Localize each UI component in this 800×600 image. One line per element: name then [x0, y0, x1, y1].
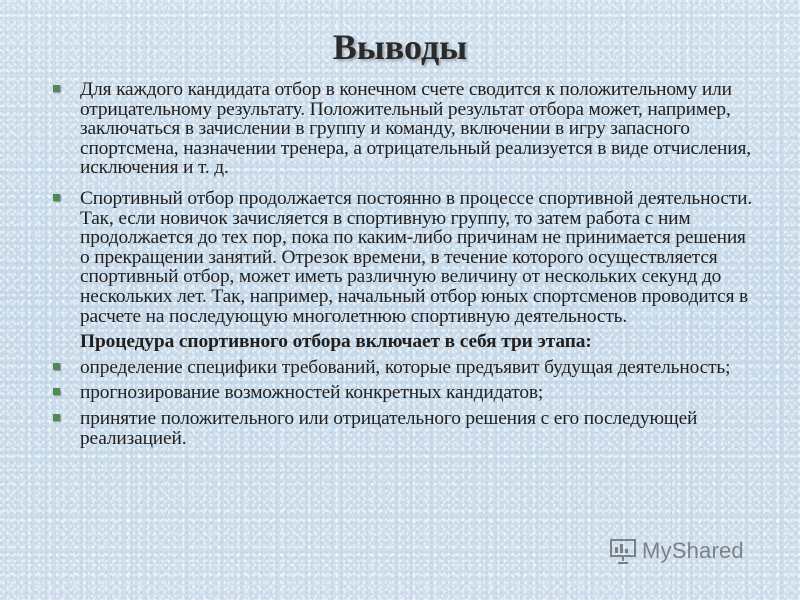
stage-text: определение специфики требований, которые предъявит будущая деятельность;	[80, 356, 731, 378]
stage-item	[48, 409, 754, 448]
stage-item	[48, 383, 754, 403]
bullet-square-icon	[48, 189, 80, 209]
slide-body	[48, 80, 754, 448]
bullet-text: Для каждого кандидата отбор в конечном счете сводится к положительному или отрицательному результату. Положительный результат отбора может, например, заключаться в зачислении в группу и команду, включении в игру запасного спортсмена, назначении тренера, а отрицательный реализуется в виде отчисления, исключения и т. д.	[80, 79, 751, 179]
stages-heading: Процедура спортивного отбора включает в себя три этапа:	[80, 331, 592, 353]
bullet-item	[48, 189, 754, 326]
presentation-board-icon	[608, 536, 638, 566]
stage-text: прогнозирование возможностей конкретных кандидатов;	[80, 382, 544, 404]
bullet-square-icon	[48, 383, 80, 403]
stage-text: принятие положительного или отрицательного решения с его последующей реализацией.	[80, 407, 698, 449]
watermark-text: MyShared	[642, 538, 744, 563]
bullet-square-icon	[48, 409, 80, 429]
bullet-text: Спортивный отбор продолжается постоянно в процессе спортивной деятельности. Так, если новичок зачисляется в спортивную группу, то затем работа с ним продолжается до тех пор, пока по каким-либо причинам не принимается решения о прекращении занятий. Отрезок времени, в течение которого осуществляется спортивный отбор, может иметь различную величину от нескольких секунд до нескольких лет. Так, например, начальный отбор юных спортсменов проводится в расчете на последующую многолетнюю спортивную деятельность.	[80, 187, 753, 327]
slide-title: Выводы	[332, 27, 468, 67]
bullet-square-icon	[48, 358, 80, 378]
bullet-item	[48, 80, 754, 178]
bullet-square-icon	[48, 80, 80, 100]
stage-item	[48, 358, 754, 378]
myshared-watermark	[608, 536, 744, 566]
